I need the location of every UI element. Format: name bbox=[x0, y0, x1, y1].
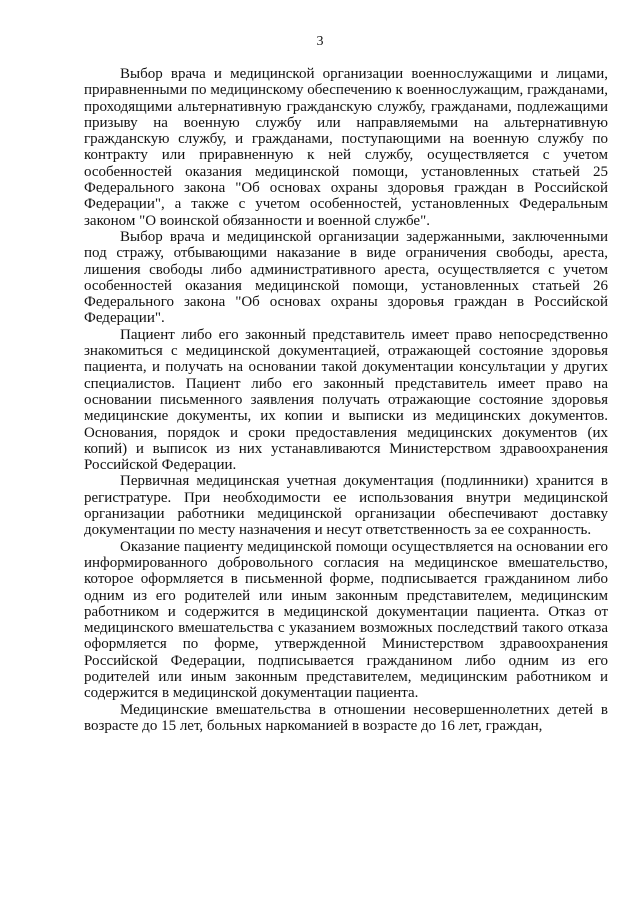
paragraph-minors-interventions: Медицинские вмешательства в отношении несовершеннолетних детей в возрасте до 15 лет, больных наркоманией в возрасте до 16 лет, граждан, bbox=[84, 701, 608, 734]
page-number: 3 bbox=[316, 34, 324, 49]
document-body bbox=[84, 66, 608, 734]
paragraph-detained-doctor-choice: Выбор врача и медицинской организации задержанными, заключенными под стражу, отбывающими наказание в виде ограничения свободы, ареста, лишения свободы либо административного ареста, осуществляется с учетом особенностей оказания медицинской помощи, установленных статьей 26 Федерального закона "Об основах охраны здоровья граждан в Российской Федерации". bbox=[84, 228, 608, 327]
paragraph-informed-consent: Оказание пациенту медицинской помощи осуществляется на основании его информированного добровольного согласия на медицинское вмешательство, которое оформляется в письменной форме, подписывается гражданином либо одним из его родителей или иным законным представителем, медицинским работником и содержится в медицинской документации пациента. Отказ от медицинского вмешательства с указанием возможных последствий такого отказа оформляется по форме, утвержденной Министерством здравоохранения Российской Федерации, подписывается гражданином либо одним из его родителей или иным законным представителем, медицинским работником и содержится в медицинской документации пациента. bbox=[84, 538, 608, 702]
paragraph-primary-records-storage: Первичная медицинская учетная документация (подлинники) хранится в регистратуре. При необходимости ее использования внутри медицинской организации работники медицинской организации обеспечивают доставку документации по месту назначения и несут ответственность за ее сохранность. bbox=[84, 473, 608, 539]
paragraph-military-doctor-choice: Выбор врача и медицинской организации военнослужащими и лицами, приравненными по медицинскому обеспечению к военнослужащим, гражданами, проходящими альтернативную гражданскую службу, гражданами, подлежащими призыву на военную службу или направляемыми на альтернативную гражданскую службу, и гражданами, поступающими на военную службу по контракту или приравненную к ней службу, осуществляется с учетом особенностей оказания медицинской помощи, установленных статьей 25 Федерального закона "Об основах охраны здоровья граждан в Российской Федерации", а также с учетом особенностей, установленных Федеральным законом "О воинской обязанности и военной службе". bbox=[84, 66, 608, 229]
paragraph-medical-records-access: Пациент либо его законный представитель имеет право непосредственно знакомиться с медицинской документацией, отражающей состояние здоровья пациента, и получать на основании такой документации консультации у других специалистов. Пациент либо его законный представитель имеет право на основании письменного заявления получать отражающие состояние здоровья медицинские документы, их копии и выписки из медицинских документов. Основания, порядок и сроки предоставления медицинских документов (их копий) и выписок из них устанавливаются Министерством здравоохранения Российской Федерации. bbox=[84, 326, 608, 474]
